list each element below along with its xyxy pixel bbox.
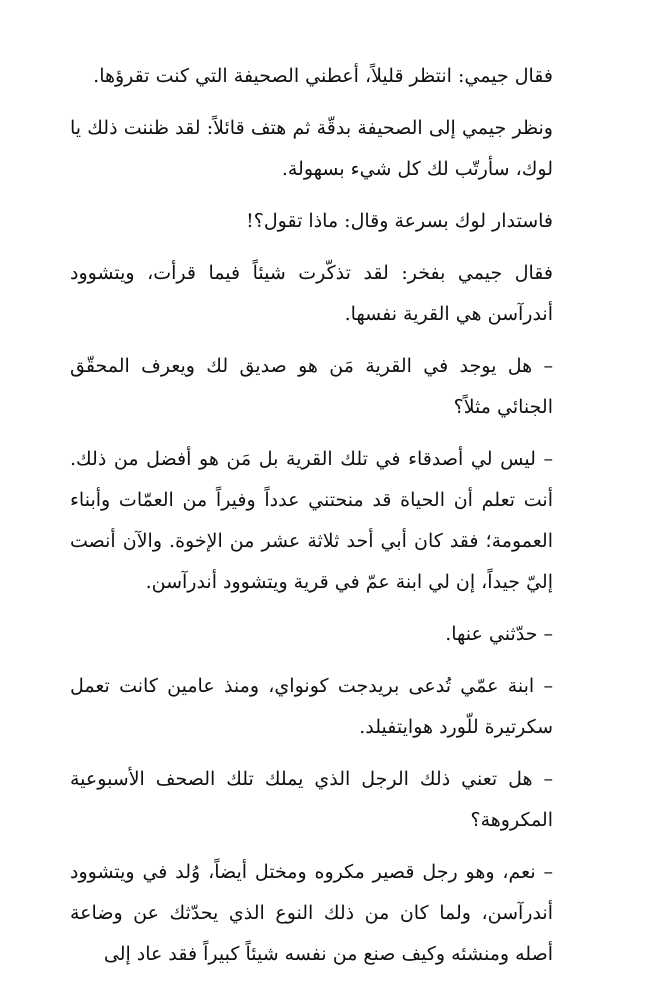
paragraph-1: فقال جيمي: انتظر قليلاً، أعطني الصحيفة التي كنت تقرؤها. — [93, 65, 553, 87]
paragraph-6: – ليس لي أصدقاء في تلك القرية بل مَن هو أفضل من ذلك. أنت تعلم أن الحياة قد منحتني عدداً وفيراً من العمّات وأبناء العمومة؛ فقد كان أبي أحد ثلاثة عشر من الإخوة. والآن أنصت إليّ جيداً، إن لي ابنة عمّ في قرية ويتشوود أندرآسن. — [70, 448, 553, 593]
paragraph-5: – هل يوجد في القرية مَن هو صديق لك ويعرف المحقّق الجنائي مثلاً؟ — [70, 355, 553, 418]
paragraph-2: ونظر جيمي إلى الصحيفة بدقّة ثم هتف قائلاً: لقد ظننت ذلك يا لوك، سأرتّب لك كل شيء بسهولة. — [70, 117, 553, 180]
paragraph-7: – حدّثني عنها. — [445, 623, 553, 645]
paragraph-4: فقال جيمي بفخر: لقد تذكّرت شيئاً فيما قرأت، ويتشوود أندرآسن هي القرية نفسها. — [70, 262, 553, 325]
paragraph-3: فاستدار لوك بسرعة وقال: ماذا تقول؟! — [246, 210, 553, 232]
paragraph-10: – نعم، وهو رجل قصير مكروه ومختل أيضاً، وُلد في ويتشوود أندرآسن، ولما كان من ذلك النوع الذي يحدّثك عن وضاعة أصله ومنشئه وكيف صنع من نفسه شيئاً كبيراً فقد عاد إلى — [70, 861, 553, 965]
paragraph-8: – ابنة عمّي تُدعى بريدجت كونواي، ومنذ عامين كانت تعمل سكرتيرة للّورد هوايتفيلد. — [70, 675, 553, 738]
paragraph-9: – هل تعني ذلك الرجل الذي يملك تلك الصحف الأسبوعية المكروهة؟ — [70, 768, 553, 831]
